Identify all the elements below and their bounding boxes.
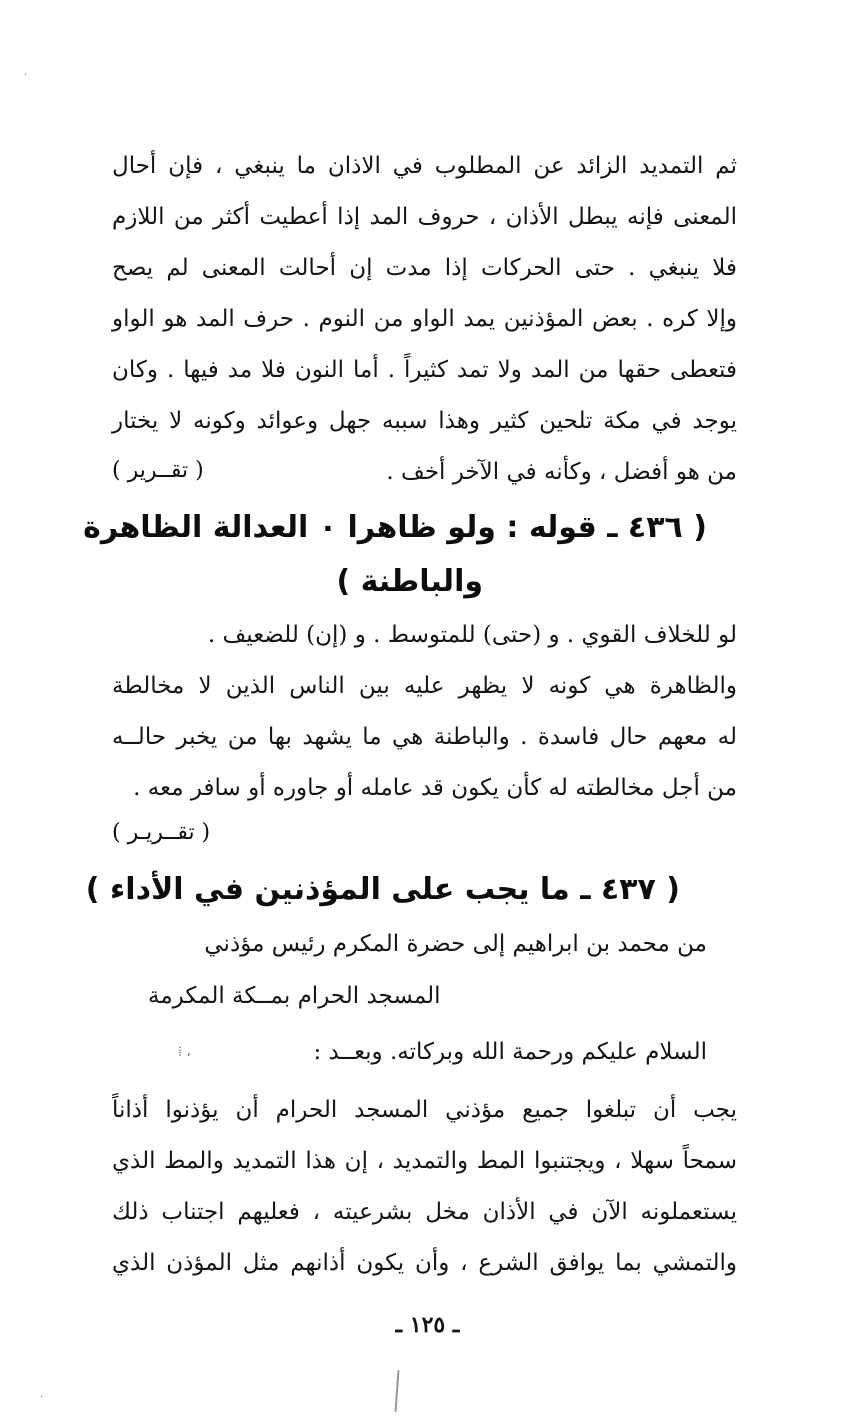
paragraph-line: سمحاً سهلا ، ويجتنبوا المط والتمديد ، إن هذا التمديد والمط الذي	[112, 1148, 737, 1174]
scan-speck: ·	[24, 70, 28, 81]
paragraph-line: ثم التمديد الزائد عن المطلوب في الاذان ما ينبغي ، فإن أحال	[112, 153, 737, 179]
paragraph-line: له معهم حال فاسدة . والباطنة هي ما يشهد بها من يخبر حالــه	[112, 724, 737, 750]
page-number: ـ ١٢٥ ـ	[395, 1312, 460, 1338]
signature-taqrir: ( تقــرير )	[112, 458, 204, 483]
paragraph-line: لو للخلاف القوي . و (حتى) للمتوسط . و (إن) للضعيف .	[207, 622, 737, 648]
paragraph-line: فتعطى حقها من المد ولا تمد كثيراً . أما النون فلا مد فيها . وكان	[112, 357, 737, 383]
letter-to-line: المسجد الحرام بمــكة المكرمة	[148, 983, 441, 1009]
paragraph-line: من أجل مخالطته له كأن يكون قد عامله أو جاوره أو سافر معه .	[133, 775, 737, 801]
paragraph-line: فلا ينبغي . حتى الحركات إذا مدت إن أحالت المعنى لم يصح	[112, 255, 737, 281]
paragraph-line: يستعملونه الآن في الأذان مخل بشرعيته ، فعليهم اجتناب ذلك	[112, 1199, 737, 1225]
paragraph-line: المعنى فإنه يبطل الأذان ، حروف المد إذا أعطيت أكثر من اللازم	[112, 204, 737, 230]
paragraph-line: وإلا كره . بعض المؤذنين يمد الواو من النوم . حرف المد هو الواو	[112, 306, 737, 332]
letter-greeting: السلام عليكم ورحمة الله وبركاته. وبعــد :	[313, 1039, 707, 1065]
scan-artifact	[395, 1370, 400, 1412]
paragraph-line: والظاهرة هي كونه لا يظهر عليه بين الناس الذين لا مخالطة	[112, 673, 737, 699]
signature-taqrir: ( تقــريـر )	[112, 820, 211, 845]
paragraph-line: يوجد في مكة تلحين كثير وهذا سببه جهل وعوائد وكونه لا يختار	[112, 408, 737, 434]
scan-speck: ·	[40, 1392, 44, 1403]
letter-from-line: من محمد بن ابراهيم إلى حضرة المكرم رئيس مؤذني	[204, 931, 707, 957]
section-heading-continued: والباطنة )	[336, 564, 483, 599]
paragraph-line: والتمشي بما يوافق الشرع ، وأن يكون أذانهم مثل المؤذن الذي	[112, 1250, 737, 1276]
paragraph-line: من هو أفضل ، وكأنه في الآخر أخف .	[386, 459, 737, 485]
section-heading: ( ٤٣٦ ـ قوله : ولو ظاهرا ٠ العدالة الظاهرة	[83, 510, 707, 545]
section-heading: ( ٤٣٧ ـ ما يجب على المؤذنين في الأداء )	[85, 872, 680, 907]
stray-marks: ⁞ ،	[178, 1044, 191, 1060]
paragraph-line: يجب أن تبلغوا جميع مؤذني المسجد الحرام أن يؤذنوا أذاناً	[112, 1097, 737, 1123]
